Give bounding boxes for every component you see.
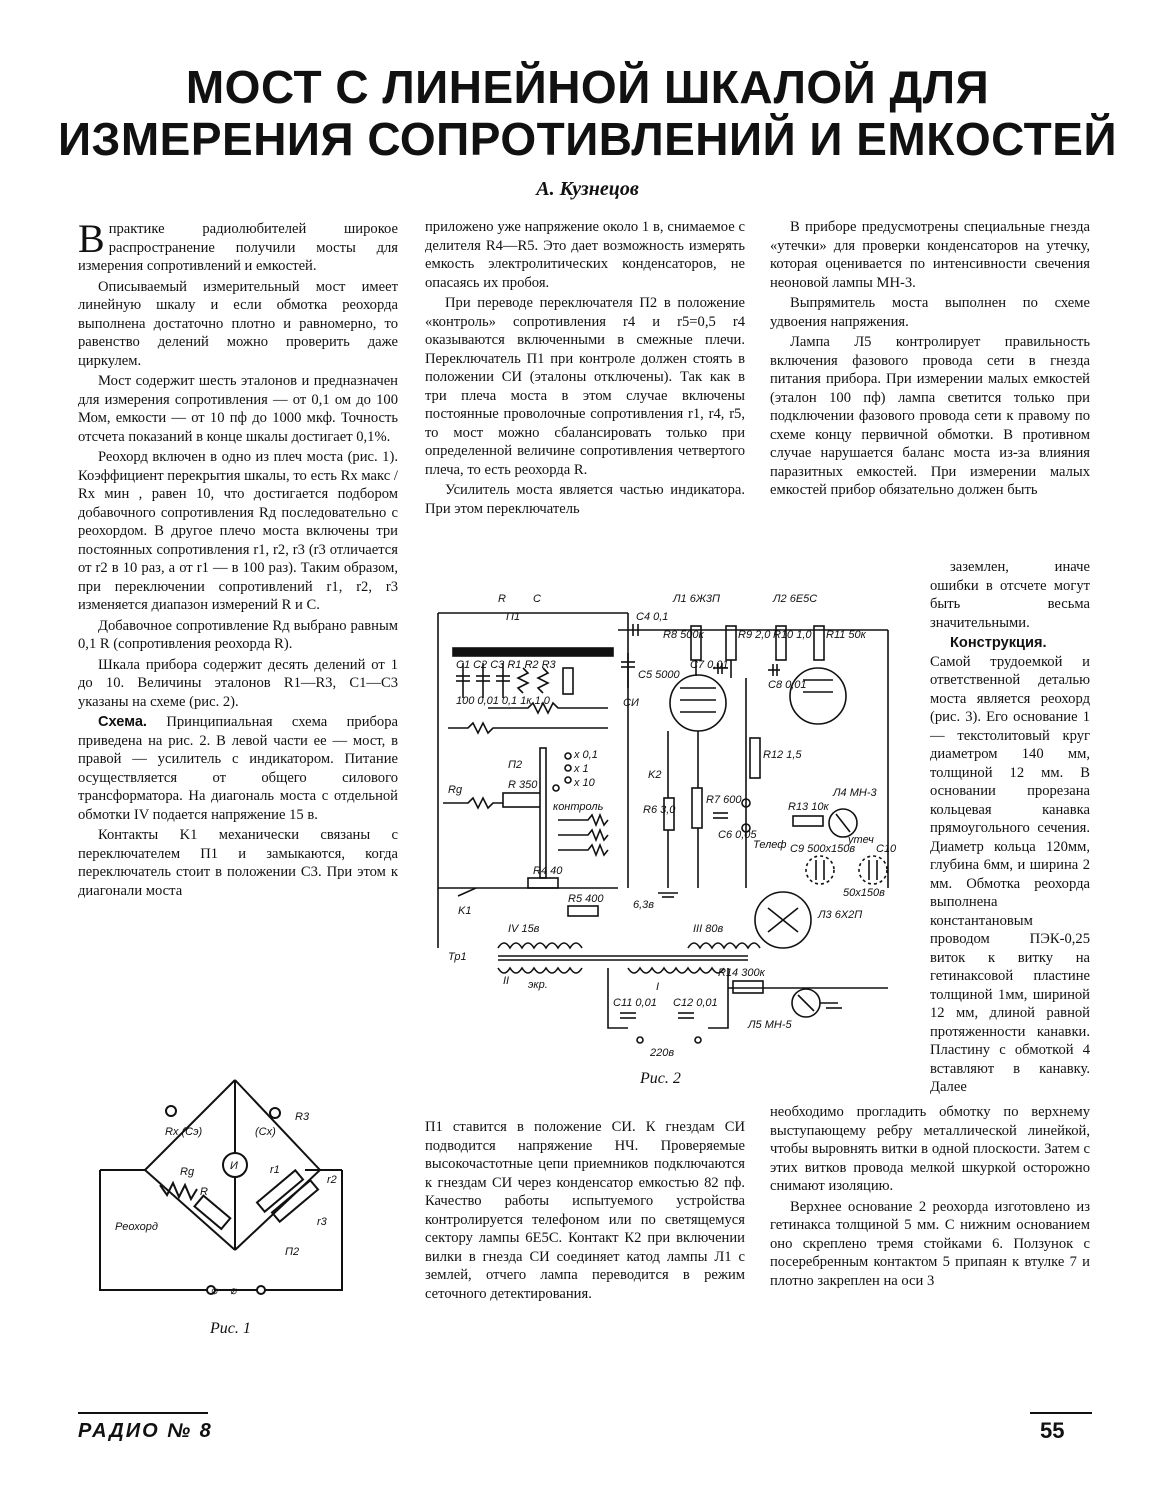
fig1-label-z1: r1 (270, 1164, 280, 1176)
fig2-label-l1: Л1 6Ж3П (673, 593, 721, 605)
column-3-narrow (930, 558, 1090, 1099)
column-3-bottom (770, 1103, 1090, 1292)
fig2-label-k2: K2 (648, 769, 662, 781)
fig2-label-r5: R5 400 (568, 893, 604, 905)
fig2-label-r11: R11 50к (826, 629, 866, 641)
fig1-label-r3: R3 (295, 1111, 310, 1123)
paragraph-text: Принципиальная схема прибора приведена на рис. 2. В левой части ее — мост, в правой — усилитель с индикатором. Питание осуществляется от общего силового трансформатора. На диагональ моста с отдельной обмотки IV подается напряжение 15 в. (78, 714, 398, 823)
fig2-label-r6: R6 3,0 (643, 804, 676, 816)
paragraph: Реохорд включен в одно из плеч моста (рис. 1). Коэффициент перекрытия шкалы, то есть Rx макс / Rx мин , равен 10, что достигается подбором добавочного сопротивления Rд последовательно с реохордом. В другое плечо моста включены три постоянных сопротивления r1, r2, r3 (r3 отличается от r2 в 10 раз, а от r1 — в 100 раз). Таким образом, при переключении сопротивлений r1, r2, r3 изменяется диапазон измерений R и С. (78, 449, 398, 613)
paragraph: Лампа Л5 контролирует правильность включения фазового провода сети в гнезда питания прибора. При измерении малых емкостей (эталон 100 пф) лампа светится только при подключении фазового провода сети к правому по схеме концу первичной обмотки. В противном случае нарушается баланс моста из-за влияния паразитных емкостей. При измерении малых емкостей прибор обязательно должен быть (770, 334, 1090, 498)
paragraph-text: Самой трудоемкой и ответственной деталью моста является реохорд (рис. 3). Его основание 1— текстолитовый круг диаметром 140 мм, толщиной 12 мм. В основании прорезана кольцевая канавка прямоугольного сечения. Диаметр кольца 120мм, глубина 6мм, и ширина 2 мм. Обмотка реохорда выполнена константановым проводом ПЭК-0,25 виток к витку на гетинаксовой пластине толщиной 1мм, шириной 12 мм, длиной равной протяженности канавки. Пластину с обмоткой 4 вставляют в канавку. Далее (930, 653, 1090, 1095)
fig1-label-z3: r3 (317, 1216, 327, 1228)
fig2-label-c10v: 50x150в (843, 887, 885, 899)
column-2-bottom (425, 1118, 745, 1305)
footer-rule-right (1030, 1412, 1092, 1414)
fig2-label-c11: C11 0,01 (613, 997, 657, 1009)
fig2-label-r14: R14 300к (718, 967, 765, 979)
fig1-label-reohord: Реохорд (115, 1221, 158, 1233)
fig2-label-c123: C1 C2 C3 R1 R2 R3 (456, 659, 556, 671)
paragraph: заземлен, иначе ошибки в отсчете могут быть весьма значительными. (930, 559, 1090, 631)
fig2-label-c: C (533, 593, 541, 605)
paragraph: Мост содержит шесть эталонов и предназначен для измерения сопротивления — от 0,1 ом до 100 Мом, емкости — от 10 пф до 1000 мкф. Точность отсчета показаний в конце шкалы достигает 0,1%. (78, 373, 398, 445)
fig2-label-c7: C7 0,01 (690, 659, 729, 671)
fig2-label-r8: R8 500к (663, 629, 704, 641)
paragraph: Шкала прибора содержит десять делений от 1 до 10. Величины эталонов R1—R3, C1—C3 указаны на схеме (рис. 2). (78, 656, 398, 710)
paragraph: При переводе переключателя П2 в положение «контроль» сопротивления r4 и r5=0,5 r4 оказываются включенными в смежные плечи. Переключатель П1 при контроле должен стоять в положении СИ (эталоны отключены). Так как в три плеча моста в этом случае включены постоянные проволочные сопротивления r1, r4, r5, то мост можно сбалансировать только при определенной величине сопротивления четвертого плеча, то есть реохорда R. (425, 295, 745, 478)
fig2-label-p2: П2 (508, 759, 523, 771)
fig2-label-r12: R12 1,5 (763, 749, 802, 761)
page-number: 55 (1040, 1418, 1065, 1443)
column-3 (770, 218, 1090, 502)
fig2-label-w3: III 80в (693, 923, 724, 935)
fig2-label-x10: x 10 (574, 777, 595, 789)
fig2-label-c12: C12 0,01 (673, 997, 718, 1009)
section-heading: Схема. (98, 714, 147, 730)
paragraph: Добавочное сопротивление Rд выбрано равным 0,1 R (сопротивления реохорда R). (78, 617, 398, 652)
title-line-1: МОСТ С ЛИНЕЙНОЙ ШКАЛОЙ ДЛЯ (185, 61, 990, 113)
footer-rule-left (78, 1412, 208, 1414)
paragraph: Верхнее основание 2 реохорда изготовлено из гетинакса толщиной 5 мм. С нижним основанием оно скреплено тремя стойками 6. Ползунок с посеребренным контактом 5 припаян к втулке 7 и плотно закреплен на оси 3 (770, 1198, 1090, 1289)
fig2-label-ekr: экр. (528, 979, 548, 991)
fig2-label-c5: C5 5000 (638, 669, 680, 681)
fig2-label-l4: Л4 МН-3 (833, 787, 877, 799)
fig1-label-meter: И (230, 1160, 238, 1172)
fig2-label-w4: IV 15в (508, 923, 540, 935)
fig2-label-p1: П1 (506, 611, 521, 623)
fig2-label-x01: x 0,1 (574, 749, 598, 761)
fig2-label-r9: R9 2,0 (738, 629, 771, 641)
magazine-name: РАДИО № 8 (78, 1420, 213, 1442)
fig1-label-z2: r2 (327, 1174, 337, 1186)
figure-1-caption: Рис. 1 (210, 1320, 251, 1337)
fig2-label-ctrl: контроль (553, 801, 604, 813)
paragraph-text: практике радиолюбителей широкое распространение получили мосты для измерения сопротивлений и емкостей. (78, 221, 398, 274)
fig2-label-x1: x 1 (574, 763, 589, 775)
fig2-label-tr: Тр1 (448, 951, 467, 963)
paragraph: Усилитель моста является частью индикатора. При этом переключатель (425, 482, 745, 517)
fig2-label-v220: 220в (650, 1047, 675, 1059)
paragraph (78, 713, 398, 824)
fig2-label-w1: I (656, 981, 660, 993)
column-1 (78, 216, 398, 902)
author: А. Кузнецов (536, 178, 639, 200)
paragraph (78, 216, 398, 276)
fig1-label-rx: Rx (Сэ) (165, 1126, 203, 1138)
fig2-label-r7: R7 600 (706, 794, 742, 806)
paragraph: П1 ставится в положение СИ. К гнездам СИ подводится напряжение НЧ. Проверяемые высокочастотные цепи приемников подключаются к гнездам СИ через конденсатор емкостью 82 пф. Качество работы испытуемого устройства контролируется телефоном или по светящемуся сектору лампы 6Е5С. Контакт К2 при включении вилки в гнезда СИ соединяет катод лампы Л1 с землей, отчего лампа переводится в режим сеточного детектирования. (425, 1119, 745, 1302)
paragraph: Описываемый измерительный мост имеет линейную шкалу и если обмотка реохорда выполнена достаточно плотно и равномерно, то равенство делений можно проверить даже циркулем. (78, 278, 398, 369)
fig1-label-cx: (Сx) (255, 1126, 276, 1138)
fig2-label-rg: Rg (448, 784, 463, 796)
fig1-label-r: R (200, 1186, 208, 1198)
fig2-label-utech: утеч (848, 834, 874, 846)
fig2-label-r10: R10 1,0 (773, 629, 812, 641)
fig2-label-l5: Л5 МН-5 (748, 1019, 792, 1031)
paragraph: Выпрямитель моста выполнен по схеме удвоения напряжения. (770, 295, 1090, 330)
fig2-label-v63: 6,3в (633, 899, 655, 911)
paragraph: необходимо прогладить обмотку по верхнему выступающему ребру металлической линейкой, чтобы выровнять витки в одной плоскости. Затем с этих витков провода мелкой шкуркой осторожно снимают изоляцию. (770, 1104, 1090, 1194)
fig2-label-r: R (498, 593, 506, 605)
column-2 (425, 218, 745, 520)
fig2-label-c6: C6 0,05 (718, 829, 757, 841)
title-line-2: ИЗМЕРЕНИЯ СОПРОТИВЛЕНИЙ И ЕМКОСТЕЙ (57, 113, 1118, 165)
fig2-label-w2: II (503, 975, 510, 987)
drop-cap: В (78, 216, 105, 261)
fig2-label-c8: C8 0,01 (768, 679, 807, 691)
fig2-label-k1: K1 (458, 905, 472, 917)
figure-2-schematic (428, 588, 928, 1063)
fig2-label-r4: R4 40 (533, 865, 563, 877)
paragraph (930, 634, 1090, 1097)
fig2-label-si: СИ (623, 697, 639, 709)
section-heading: Конструкция. (950, 635, 1047, 651)
fig2-label-l3: Л3 6Х2П (818, 909, 863, 921)
fig2-label-r13: R13 10к (788, 801, 829, 813)
fig1-label-p2: П2 (285, 1246, 300, 1258)
paragraph: Контакты K1 механически связаны с переключателем П1 и замыкаются, когда переключатель стоит в положении С3. При этом к диагонали моста (78, 827, 398, 899)
fig1-label-ac: ⌀ ~ ⌀ (211, 1285, 237, 1297)
fig2-label-values: 100 0,01 0,1 1к 1,0 (456, 695, 550, 707)
paragraph: приложено уже напряжение около 1 в, снимаемое с делителя R4—R5. Это дает возможность измерять емкость электролитических конденсаторов, не опасаясь их пробоя. (425, 219, 745, 291)
fig1-label-rg: Rg (180, 1166, 195, 1178)
paragraph: В приборе предусмотрены специальные гнезда «утечки» для проверки конденсаторов на утечку, которая оценивается по интенсивности свечения неоновой лампы МН-3. (770, 219, 1090, 291)
fig2-label-l2: Л2 6Е5С (773, 593, 818, 605)
figure-1-bridge-diagram (95, 1065, 365, 1305)
figure-2-caption: Рис. 2 (640, 1070, 681, 1087)
fig2-label-c9: C9 500x150в (790, 843, 856, 855)
fig2-label-c4: C4 0,1 (636, 611, 669, 623)
fig2-label-r350: R 350 (508, 779, 538, 791)
fig2-label-c10: C10 (876, 843, 897, 855)
fig2-label-tel: Телеф (753, 839, 787, 851)
